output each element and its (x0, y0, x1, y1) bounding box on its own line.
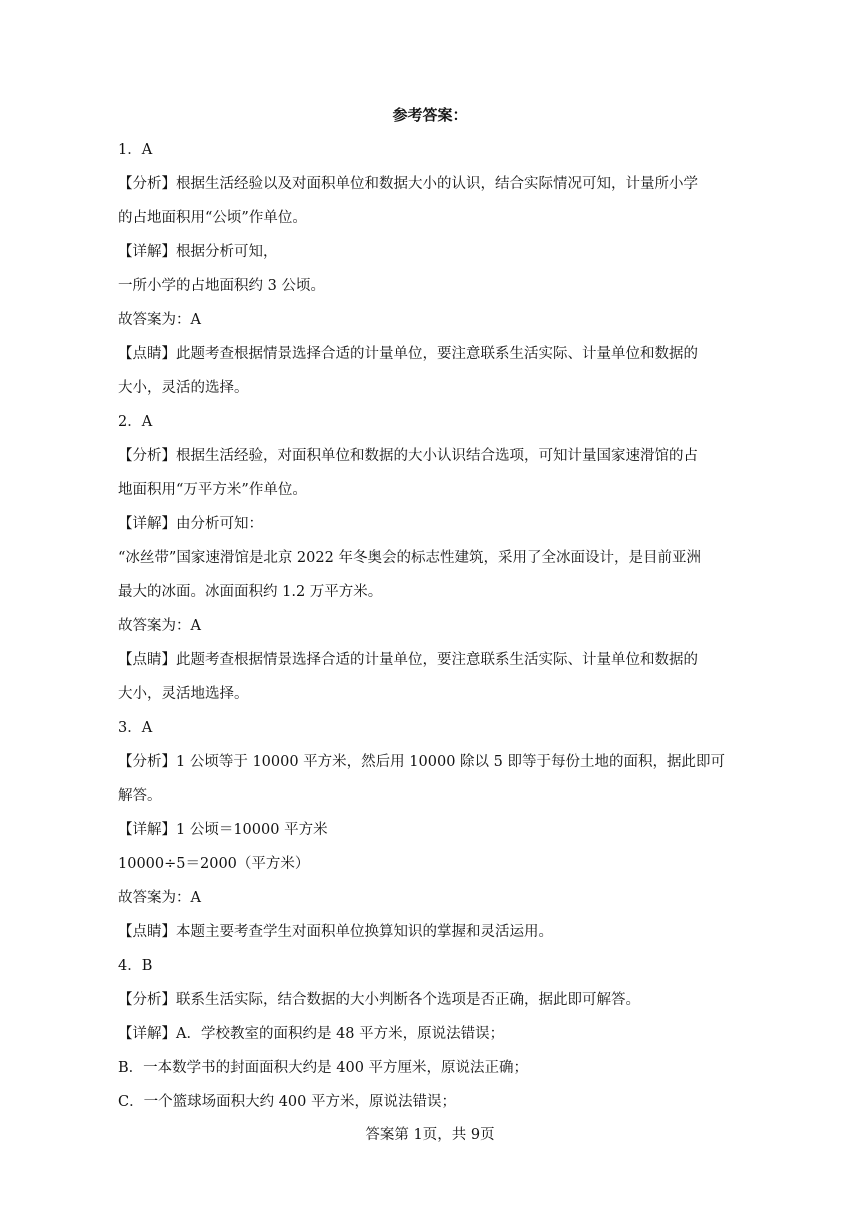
text-line: 一所小学的占地面积约 3 公顷。 (118, 278, 325, 294)
text-line: 2．A (118, 414, 153, 430)
text-line: 故答案为：A (118, 312, 201, 328)
text-line: 10000÷5＝2000（平方米） (118, 856, 310, 872)
page-footer: 答案第 1页，共 9页 (365, 1127, 495, 1143)
text-line: 1．A (118, 142, 153, 158)
text-line: 的占地面积用“公顷”作单位。 (118, 210, 307, 226)
text-line: 【详解】A．学校教室的面积约是 48 平方米，原说法错误； (118, 1026, 505, 1042)
text-line: 3．A (118, 720, 153, 736)
text-line: 【分析】联系生活实际，结合数据的大小判断各个选项是否正确，据此即可解答。 (118, 992, 640, 1008)
text-line: 故答案为：A (118, 890, 201, 906)
answer-body (118, 133, 734, 1119)
text-line: 【分析】1 公顷等于 10000 平方米，然后用 10000 除以 5 即等于每份土地的面积，据此即可 (118, 754, 725, 770)
text-line: 大小，灵活的选择。 (118, 380, 249, 396)
text-line: 大小，灵活地选择。 (118, 686, 249, 702)
text-line: 地面积用“万平方米”作单位。 (118, 482, 307, 498)
text-line: 解答。 (118, 788, 162, 804)
text-line: 【详解】由分析可知： (118, 516, 263, 532)
page-title: 参考答案： (392, 106, 468, 124)
text-line: 故答案为：A (118, 618, 201, 634)
text-line: B．一本数学书的封面面积大约是 400 平方厘米，原说法正确； (118, 1060, 529, 1076)
text-line: 4．B (118, 958, 153, 974)
text-line: “冰丝带”国家速滑馆是北京 2022 年冬奥会的标志性建筑，采用了全冰面设计，是目前亚洲 (118, 550, 701, 566)
text-line: C．一个篮球场面积大约 400 平方米，原说法错误； (118, 1094, 456, 1110)
text-line: 【点睛】本题主要考查学生对面积单位换算知识的掌握和灵活运用。 (118, 924, 553, 940)
text-line: 【详解】1 公顷＝10000 平方米 (118, 822, 328, 838)
text-line: 【点睛】此题考查根据情景选择合适的计量单位，要注意联系生活实际、计量单位和数据的 (118, 346, 698, 362)
text-line: 【分析】根据生活经验以及对面积单位和数据大小的认识，结合实际情况可知，计量所小学 (118, 176, 698, 192)
text-line: 【分析】根据生活经验，对面积单位和数据的大小认识结合选项，可知计量国家速滑馆的占 (118, 448, 698, 464)
text-line: 最大的冰面。冰面面积约 1.2 万平方米。 (118, 584, 383, 600)
text-line: 【详解】根据分析可知， (118, 244, 278, 260)
text-line: 【点睛】此题考查根据情景选择合适的计量单位，要注意联系生活实际、计量单位和数据的 (118, 652, 698, 668)
